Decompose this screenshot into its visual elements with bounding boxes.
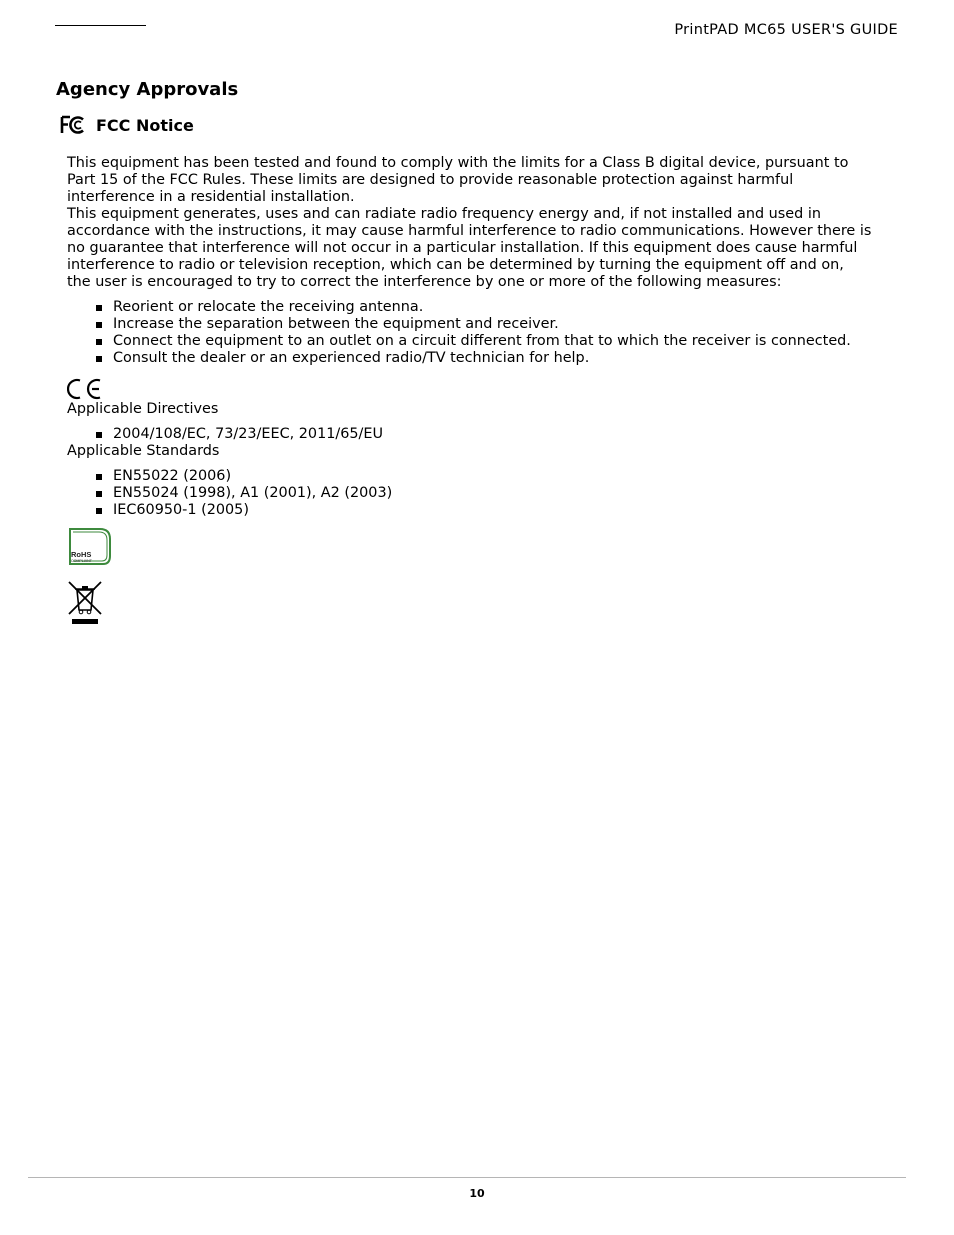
list-item: Consult the dealer or an experienced radio/TV technician for help. <box>95 350 872 367</box>
fcc-logo-icon <box>60 114 88 136</box>
list-item: Increase the separation between the equipment and receiver. <box>95 316 872 333</box>
list-item: 2004/108/EC, 73/23/EEC, 2011/65/EU <box>95 426 872 443</box>
directives-label: Applicable Directives <box>67 401 219 417</box>
list-item: EN55024 (1998), A1 (2001), A2 (2003) <box>95 485 872 502</box>
standards-label: Applicable Standards <box>67 443 220 459</box>
list-item: Reorient or relocate the receiving antenna. <box>95 299 872 316</box>
rohs-logo-subtext: COMPLIANT <box>71 559 92 563</box>
fcc-heading <box>60 114 194 136</box>
page-number: 10 <box>469 1187 485 1200</box>
fcc-paragraph: This equipment has been tested and found to comply with the limits for a Class B digital device, pursuant to Part 15 of the FCC Rules. These limits are designed to provide reasonable protection against harmful interference in a residential installation. <box>67 155 849 205</box>
list-item: EN55022 (2006) <box>95 468 872 485</box>
weee-bin-icon <box>67 580 103 626</box>
footer-rule <box>28 1177 906 1178</box>
fcc-measures-list <box>67 299 872 367</box>
agency-content <box>67 155 872 626</box>
rohs-logo-text: RoHS <box>71 550 92 559</box>
standards-list <box>67 468 872 519</box>
header-rule <box>55 25 146 26</box>
fcc-paragraph: This equipment generates, uses and can radiate radio frequency energy and, if not installed and used in accordance with the instructions, it may cause harmful interference to radio communications. However there is no guarantee that interference will not occur in a particular installation. If this equipment does cause harmful interference to radio or television reception, which can be determined by turning the equipment off and on, the user is encouraged to try to correct the interference by one or more of the following measures: <box>67 206 872 290</box>
list-item: IEC60950-1 (2005) <box>95 502 872 519</box>
section-title: Agency Approvals <box>56 79 239 100</box>
document-title: PrintPAD MC65 USER'S GUIDE <box>674 22 898 38</box>
fcc-notice-title: FCC Notice <box>96 115 194 135</box>
list-item: Connect the equipment to an outlet on a circuit different from that to which the receiver is connected. <box>95 333 872 350</box>
rohs-logo-icon <box>67 526 113 566</box>
ce-mark-icon <box>67 377 103 401</box>
directives-list <box>67 426 872 443</box>
